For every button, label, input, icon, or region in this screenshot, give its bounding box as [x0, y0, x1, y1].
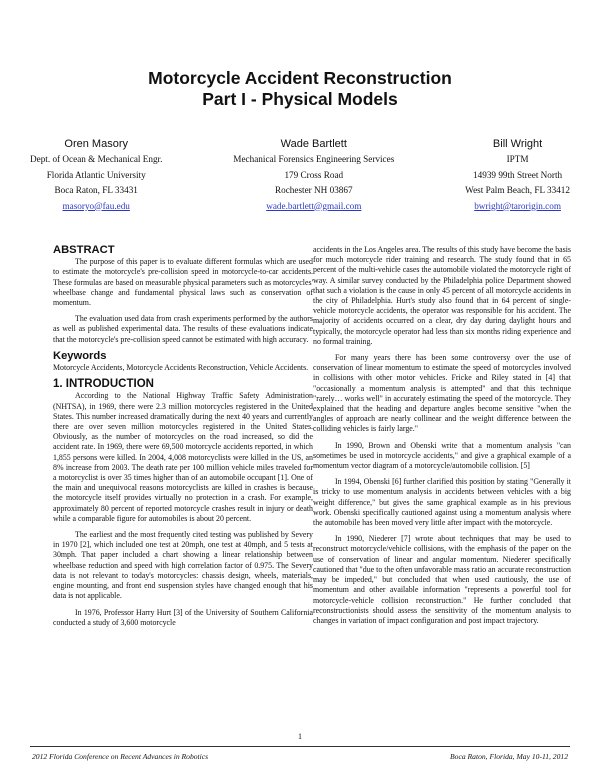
title-line-2: Part I - Physical Models: [202, 89, 398, 109]
keywords-text: Motorcycle Accidents, Motorcycle Accidents Reconstruction, Vehicle Accidents.: [53, 363, 309, 373]
page-number: 1: [298, 732, 302, 741]
author-name: Wade Bartlett: [280, 138, 347, 150]
author-name: Oren Masory: [64, 138, 128, 150]
intro-paragraph-1: According to the National Highway Traffic Safety Administration (NHTSA), in 1969, there were 2.3 million motorcycles registered in the United States. This number increased dramatically during the next 40 years and currently there are over seven million motorcycles registered in the United States. Obviously, as the number of motorcycles on the road increased, so did the accident rate. In 1969, there were 69,500 motorcycle accidents reported, in which 1,855 persons were killed. In 2004, 4,008 motorcyclists were killed in the US, an 8% increase from 2003. The death rate per 100 million vehicle miles traveled for a motorcyclist is over 35 times higher than of an automobile occupant [1]. One of the main and unequivocal reasons motorcyclists are killed in crashes is because the motorcycle itself provides virtually no protection in a crash. For example, approximately 80 percent of reported motorcycle crashes result in injury or death while a comparable figure for automobiles is about 20 percent.: [53, 391, 313, 523]
author-1: [30, 136, 162, 214]
author-2: [233, 136, 394, 214]
right-column: [313, 245, 571, 632]
right-paragraph-3: In 1990, Brown and Obenski write that a momentum analysis "can sometimes be used in motorcycle accidents," and give a graphical example of a momentum vector diagram of a motorcycle/automobile collision. [5]: [313, 440, 571, 471]
title-line-1: Motorcycle Accident Reconstruction: [148, 68, 452, 88]
author-email-link[interactable]: wade.bartlett@gmail.com: [266, 200, 362, 211]
author-email-link[interactable]: bwright@tarorigin.com: [474, 200, 561, 211]
keywords-heading: Keywords: [53, 349, 107, 362]
author-org: 179 Cross Road: [284, 169, 344, 180]
right-paragraph-4: In 1994, Obenski [6] further clarified this position by stating "Generally it is tricky to use momentum analysis in accidents between vehicles with a big weight difference," but gives the same graphical example as in his previous work. Obenski specifically cautioned against using a momentum analysis where the automobile has been moved very little after impact with the motorcycle.: [313, 477, 571, 528]
author-affiliation: Mechanical Forensics Engineering Services: [233, 154, 395, 164]
author-address: Boca Raton, FL 33431: [54, 185, 138, 195]
author-address: West Palm Beach, FL 33412: [465, 185, 570, 195]
abstract-paragraph-2: The evaluation used data from crash experiments performed by the authors as well as published experimental data. The results of these evaluations indicate that the motorcycle's pre-collision speed cannot be estimated with high accuracy.: [53, 314, 313, 344]
introduction-heading: 1. INTRODUCTION: [53, 378, 154, 391]
right-paragraph-1: accidents in the Los Angeles area. The results of this study have become the basis for much motorcycle rider training and research. The study found that in 65 percent of the multi-vehicle cases the automobile violated the motorcycle right of way. A similar survey conducted by the Philadelphia police Department showed that such a violation is the cause in only 45 percent of all motorcycle accidents in the city of Philadelphia. Hurt's study also found that in 64 percent of single-vehicle motorcycle accidents, the operator was responsible for his accident. The majority of accidents occurred on a clear, dry day during daylight hours and typically, the motorcycle operator had less than six months riding experience and no formal training.: [313, 245, 571, 346]
author-affiliation: Dept. of Ocean & Mechanical Engr.: [30, 154, 163, 164]
author-affiliation: IPTM: [506, 154, 529, 164]
author-name: Bill Wright: [492, 138, 543, 150]
left-column: [53, 245, 313, 634]
right-paragraph-2: For many years there has been some controversy over the use of conservation of linear momentum to estimate the speed of motorcycles involved in collisions with other motor vehicles. Fricke and Riley stated in [4] that "occasionally a momentum analysis is attempted" and that this technique "rarely… works well" in accurately estimating the speed of the motorcycle. They explained that the heading and departure angles become sensitive "when the angles of approach are nearly collinear and the weight difference between the colliding vehicles is fairly large.": [313, 353, 571, 434]
author-3: [465, 136, 570, 214]
paper-title: [0, 68, 600, 110]
author-address: Rochester NH 03867: [275, 185, 353, 195]
intro-paragraph-2: The earliest and the most frequently cited testing was published by Severy in 1970 [2], which included one test at 20mph, one test at 40mph, and 5 tests at 30mph. That paper included a chart showing a linear relationship between wheelbase reduction and speed with high correlation factor of 0.975. The Severy data is not relevant to today's motorcycles: chassis design, wheels, materials, engine mounting, and front end suspension styles have changed enough that his data is not applicable.: [53, 530, 313, 601]
author-org: Florida Atlantic University: [46, 169, 146, 180]
author-block: [30, 136, 570, 214]
author-email-link[interactable]: masoryo@fau.edu: [62, 200, 130, 211]
author-org: 14939 99th Street North: [473, 169, 563, 180]
footer-divider: [30, 746, 570, 747]
abstract-paragraph-1: The purpose of this paper is to evaluate different formulas which are used to estimate the motorcycle's pre-collision speed in motorcycle-to-car accidents. These formulas are based on measurable physical parameters such as motorcycles' wheelbase change and fundamental physical laws such as conservation of momentum.: [53, 257, 313, 308]
footer-location-date: Boca Raton, Florida, May 10-11, 2012: [450, 752, 568, 761]
intro-paragraph-3: In 1976, Professor Harry Hurt [3] of the University of Southern California conducted a study of 3,600 motorcycle: [53, 607, 313, 627]
footer-conference: 2012 Florida Conference on Recent Advances in Robotics: [32, 752, 209, 761]
abstract-heading: ABSTRACT: [53, 244, 115, 256]
right-paragraph-5: In 1990, Niederer [7] wrote about techniques that may be used to reconstruct motorcycle/vehicle collisions, with the emphasis of the paper on the use of conservation of linear and angular momentum. Niederer specifically cautioned that "due to the often unfavorable mass ratio an accurate reconstruction may be impeded," but concluded that when used cautiously, the use of momentum and other available information "represents a powerful tool for motorcycle-vehicle collision reconstruction." He further concluded that reconstructionists should assess the sensitivity of the momentum analysis to changes in variation of impact configuration and post impact trajectory.: [313, 534, 571, 625]
